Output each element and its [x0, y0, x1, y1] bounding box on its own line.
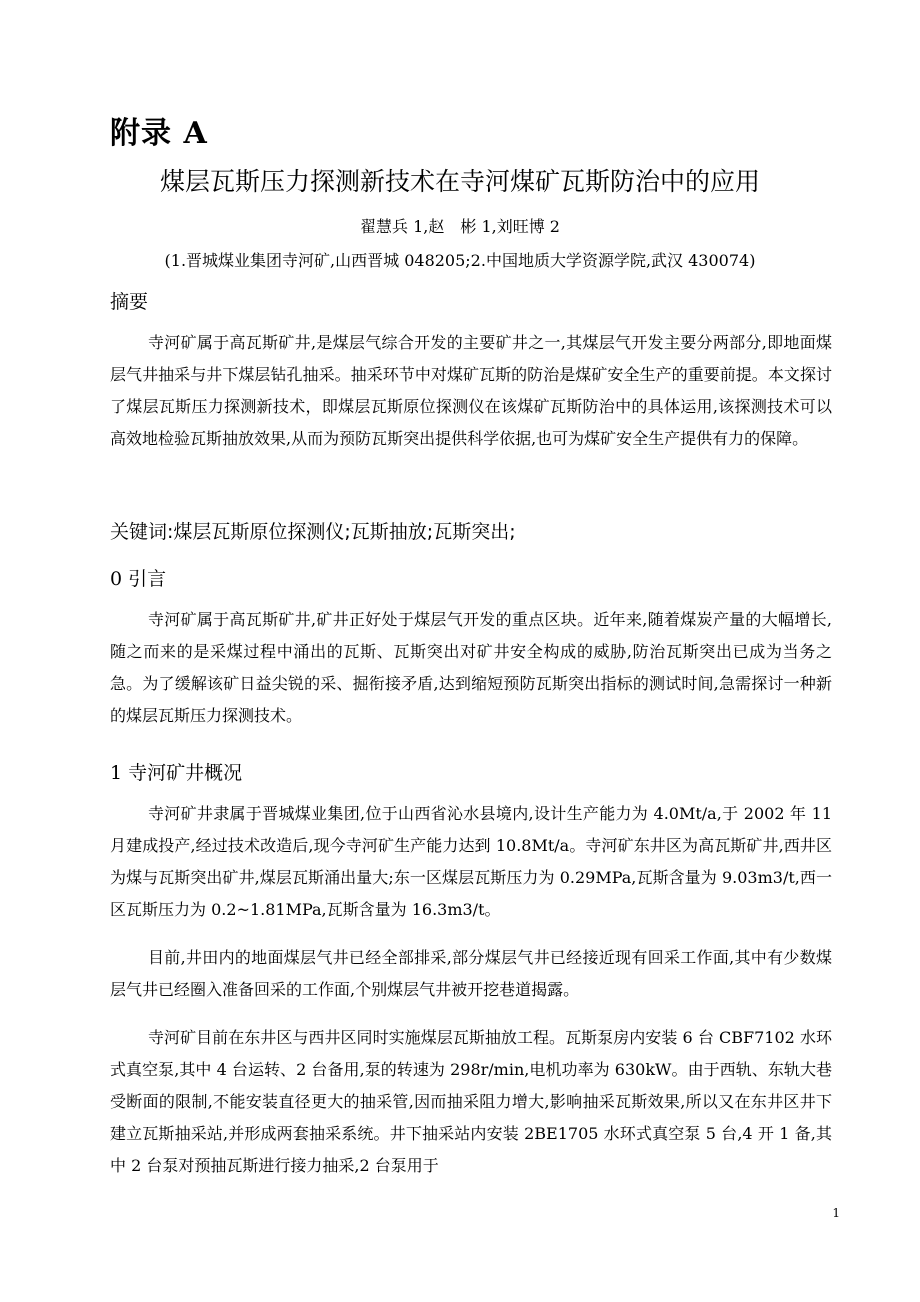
page-number: 1 [832, 1206, 840, 1220]
abstract-heading: 摘要 [110, 291, 149, 313]
keywords-line: 关键词:煤层瓦斯原位探测仪;瓦斯抽放;瓦斯突出; [110, 521, 516, 543]
paper-title: 煤层瓦斯压力探测新技术在寺河煤矿瓦斯防治中的应用 [159, 167, 760, 196]
mine-overview-paragraph-1: 寺河矿井隶属于晋城煤业集团,位于山西省沁水县境内,设计生产能力为 4.0Mt/a,于 2002 年 11 月建成投产,经过技术改造后,现今寺河矿生产能力达到 10.8Mt/a。寺河矿东井区为高瓦斯矿井,西井区为煤与瓦斯突出矿井,煤层瓦斯涌出量大;东一区煤层瓦斯压力为 0.29MPa,瓦斯含量为 9.03m3/t,西一区瓦斯压力为 0.2~1.81MPa,瓦斯含量为 16.3m3/t。 [110, 804, 832, 919]
author-affiliations: (1.晋城煤业集团寺河矿,山西晋城 048205;2.中国地质大学资源学院,武汉 430074) [164, 251, 756, 270]
mine-overview-paragraph-3: 寺河矿目前在东井区与西井区同时实施煤层瓦斯抽放工程。瓦斯泵房内安装 6 台 CBF7102 水环式真空泵,其中 4 台运转、2 台备用,泵的转速为 298r/min,电机功率为 630kW。由于西轨、东轨大巷受断面的限制,不能安装直径更大的抽采管,因而抽采阻力增大,影响抽采瓦斯效果,所以又在东井区井下建立瓦斯抽采站,并形成两套抽采系统。井下抽采站内安装 2BE1705 水环式真空泵 5 台,4 开 1 备,其中 2 台泵对预抽瓦斯进行接力抽采,2 台泵用于 [110, 1028, 832, 1175]
appendix-label: 附录 A [110, 116, 208, 151]
section-heading-introduction: 0 引言 [110, 568, 167, 590]
author-list: 翟慧兵 1,赵 彬 1,刘旺博 2 [360, 217, 560, 236]
introduction-paragraph: 寺河矿属于高瓦斯矿井,矿井正好处于煤层气开发的重点区块。近年来,随着煤炭产量的大幅增长,随之而来的是采煤过程中涌出的瓦斯、瓦斯突出对矿井安全构成的威胁,防治瓦斯突出已成为当务之急。为了缓解该矿日益尖锐的采、掘衔接矛盾,达到缩短预防瓦斯突出指标的测试时间,急需探讨一种新的煤层瓦斯压力探测技术。 [110, 610, 832, 725]
mine-overview-paragraph-2: 目前,井田内的地面煤层气井已经全部排采,部分煤层气井已经接近现有回采工作面,其中有少数煤层气井已经圈入准备回采的工作面,个别煤层气井被开挖巷道揭露。 [110, 948, 832, 999]
abstract-text: 寺河矿属于高瓦斯矿井,是煤层气综合开发的主要矿井之一,其煤层气开发主要分两部分,即地面煤层气井抽采与井下煤层钻孔抽采。抽采环节中对煤矿瓦斯的防治是煤矿安全生产的重要前提。本文探讨了煤层瓦斯压力探测新技术，即煤层瓦斯原位探测仪在该煤矿瓦斯防治中的具体运用,该探测技术可以高效地检验瓦斯抽放效果,从而为预防瓦斯突出提供科学依据,也可为煤矿安全生产提供有力的保障。 [110, 333, 832, 448]
section-heading-mine-overview: 1 寺河矿井概况 [110, 762, 243, 784]
